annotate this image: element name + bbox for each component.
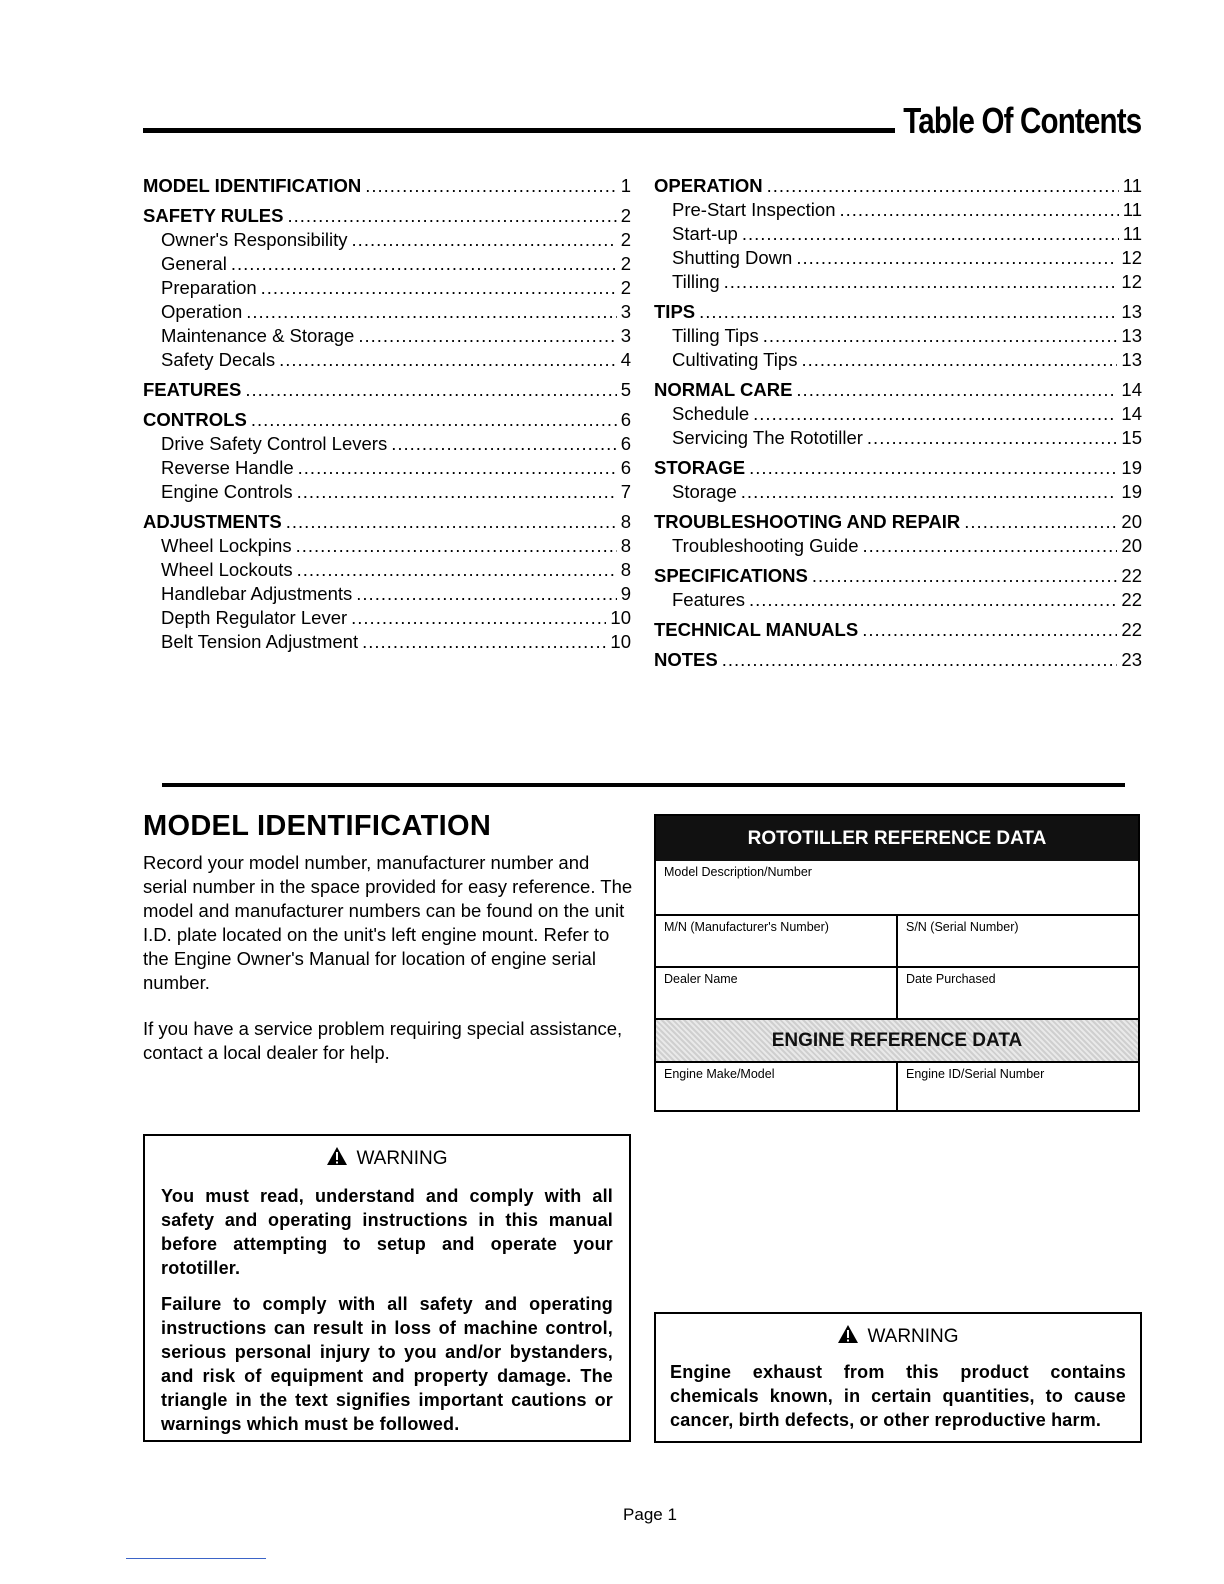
- toc-section: [143, 408, 631, 504]
- toc-subentry-label: Operation: [161, 301, 243, 322]
- warning-triangle-icon: [326, 1146, 348, 1172]
- toc-leader-dots: [812, 564, 1118, 588]
- toc-leader-dots: [391, 432, 617, 456]
- toc-entry[interactable]: [143, 510, 631, 534]
- toc-page-number: 6: [620, 409, 631, 430]
- toc-leader-dots: [753, 402, 1117, 426]
- toc-page-number: 4: [620, 349, 631, 370]
- toc-leader-dots: [867, 426, 1118, 450]
- toc-page-number: 15: [1121, 427, 1142, 448]
- toc-leader-dots: [358, 324, 616, 348]
- serial-number-field[interactable]: S/N (Serial Number): [896, 916, 1138, 966]
- manufacturer-number-field[interactable]: M/N (Manufacturer's Number): [664, 920, 829, 934]
- toc-page-number: 3: [620, 325, 631, 346]
- toc-entry-label: TIPS: [654, 301, 696, 322]
- toc-page-number: 11: [1122, 175, 1142, 196]
- toc-subentry-label: Handlebar Adjustments: [161, 583, 353, 604]
- toc-column-left: [143, 174, 631, 660]
- toc-subentry-label: Features: [672, 589, 746, 610]
- toc-entry[interactable]: [143, 204, 631, 228]
- toc-page-number: 2: [620, 253, 631, 274]
- toc-entry-label: NOTES: [654, 649, 718, 670]
- toc-page-number: 2: [620, 277, 631, 298]
- toc-subentry-label: Servicing The Rototiller: [672, 427, 863, 448]
- toc-page-number: 22: [1121, 619, 1142, 640]
- toc-leader-dots: [297, 558, 617, 582]
- toc-subentry[interactable]: [143, 324, 631, 348]
- toc-page-number: 3: [620, 301, 631, 322]
- toc-page-number: 14: [1121, 403, 1142, 424]
- toc-leader-dots: [296, 534, 617, 558]
- engine-reference-title: ENGINE REFERENCE DATA: [656, 1018, 1138, 1061]
- toc-leader-dots: [840, 198, 1119, 222]
- page-number: Page 1: [623, 1505, 677, 1524]
- section-divider: [162, 783, 1125, 787]
- toc-page-number: 23: [1121, 649, 1142, 670]
- toc-subentry-label: General: [161, 253, 227, 274]
- toc-page-number: 14: [1121, 379, 1142, 400]
- toc-page-number: 6: [620, 433, 631, 454]
- toc-subentry[interactable]: [143, 630, 631, 654]
- toc-page-number: 10: [610, 631, 631, 652]
- toc-subentry-label: Start-up: [672, 223, 738, 244]
- toc-page-number: 8: [620, 535, 631, 556]
- toc-subentry-label: Pre-Start Inspection: [672, 199, 836, 220]
- toc-leader-dots: [246, 300, 616, 324]
- model-description-field[interactable]: Model Description/Number: [664, 865, 812, 879]
- toc-leader-dots: [245, 378, 616, 402]
- toc-entry[interactable]: [143, 378, 631, 402]
- toc-subentry-label: Storage: [672, 481, 737, 502]
- toc-subentry-label: Preparation: [161, 277, 257, 298]
- dealer-name-field[interactable]: Dealer Name: [664, 972, 738, 986]
- toc-entry-label: TROUBLESHOOTING AND REPAIR: [654, 511, 961, 532]
- toc-leader-dots: [286, 510, 617, 534]
- toc-leader-dots: [356, 582, 616, 606]
- toc-subentry[interactable]: [143, 582, 631, 606]
- toc-entry-label: FEATURES: [143, 379, 242, 400]
- toc-leader-dots: [741, 480, 1118, 504]
- safety-warning-box: [143, 1134, 631, 1442]
- toc-section: [143, 204, 631, 372]
- toc-leader-dots: [722, 648, 1118, 672]
- toc-leader-dots: [297, 480, 617, 504]
- toc-leader-dots: [351, 606, 606, 630]
- toc-page-number: 13: [1121, 325, 1142, 346]
- toc-subentry-label: Drive Safety Control Levers: [161, 433, 388, 454]
- toc-page-number: 8: [620, 559, 631, 580]
- toc-page-number: 22: [1121, 589, 1142, 610]
- toc-page-number: 11: [1122, 199, 1142, 220]
- toc-subentry[interactable]: [143, 480, 631, 504]
- toc-page-number: 12: [1121, 247, 1142, 268]
- toc-page-number: 20: [1121, 535, 1142, 556]
- toc-subentry-label: Maintenance & Storage: [161, 325, 355, 346]
- toc-entry[interactable]: [654, 174, 1142, 198]
- toc-entry-label: SPECIFICATIONS: [654, 565, 808, 586]
- toc-subentry-label: Engine Controls: [161, 481, 293, 502]
- toc-page-number: 6: [620, 457, 631, 478]
- toc-leader-dots: [365, 174, 616, 198]
- toc-leader-dots: [763, 324, 1118, 348]
- engine-row: [656, 1061, 1138, 1111]
- toc-section: [654, 378, 1142, 450]
- toc-leader-dots: [724, 270, 1118, 294]
- warning-title: [670, 1324, 1126, 1350]
- warning-triangle-icon: [837, 1324, 859, 1350]
- page-title: Table Of Contents: [902, 100, 1141, 141]
- exhaust-warning-box: [654, 1312, 1142, 1443]
- toc-subentry[interactable]: [143, 432, 631, 456]
- toc-entry-label: STORAGE: [654, 457, 746, 478]
- toc-entry-label: SAFETY RULES: [143, 205, 284, 226]
- engine-make-field[interactable]: Engine Make/Model: [664, 1067, 775, 1081]
- toc-subentry-label: Safety Decals: [161, 349, 276, 370]
- toc-leader-dots: [796, 246, 1117, 270]
- toc-leader-dots: [261, 276, 617, 300]
- warning-text-failure: Failure to comply with all safety and operating instructions can result in loss of machine control, serious personal injury to you and/or bystanders, and risk of equipment and property damage. The triangle in the text signifies important cautions or warnings which must be followed.: [161, 1294, 613, 1434]
- toc-entry[interactable]: [143, 408, 631, 432]
- toc-page-number: 1: [620, 175, 631, 196]
- toc-leader-dots: [279, 348, 617, 372]
- toc-subentry-label: Belt Tension Adjustment: [161, 631, 359, 652]
- model-description-row: [656, 861, 1138, 914]
- toc-subentry[interactable]: [654, 246, 1142, 270]
- toc-page-number: 20: [1121, 511, 1142, 532]
- engine-id-field[interactable]: Engine ID/Serial Number: [896, 1063, 1138, 1111]
- toc-page-number: 7: [620, 481, 631, 502]
- toc-entry-label: TECHNICAL MANUALS: [654, 619, 859, 640]
- toc-subentry[interactable]: [654, 348, 1142, 372]
- toc-subentry[interactable]: [143, 228, 631, 252]
- toc-subentry[interactable]: [143, 558, 631, 582]
- toc-page-number: 13: [1121, 349, 1142, 370]
- toc-leader-dots: [749, 588, 1117, 612]
- toc-subentry[interactable]: [654, 402, 1142, 426]
- toc-entry[interactable]: [654, 618, 1142, 642]
- toc-entry-label: NORMAL CARE: [654, 379, 793, 400]
- toc-entry[interactable]: [143, 174, 631, 198]
- toc-entry-label: OPERATION: [654, 175, 763, 196]
- toc-subentry-label: Wheel Lockpins: [161, 535, 292, 556]
- toc-page-number: 5: [620, 379, 631, 400]
- toc-subentry[interactable]: [143, 534, 631, 558]
- toc-subentry-label: Tilling: [672, 271, 720, 292]
- toc-subentry[interactable]: [654, 222, 1142, 246]
- toc-section: [143, 174, 631, 198]
- toc-page-number: 12: [1121, 271, 1142, 292]
- toc-entry[interactable]: [654, 510, 1142, 534]
- toc-leader-dots: [863, 534, 1118, 558]
- toc-page-number: 13: [1121, 301, 1142, 322]
- warning-title: [161, 1146, 613, 1172]
- toc-subentry-label: Troubleshooting Guide: [672, 535, 859, 556]
- toc-entry[interactable]: [654, 564, 1142, 588]
- toc-leader-dots: [796, 378, 1117, 402]
- toc-subentry[interactable]: [654, 588, 1142, 612]
- toc-entry-label: ADJUSTMENTS: [143, 511, 282, 532]
- toc-page-number: 2: [620, 205, 631, 226]
- toc-leader-dots: [362, 630, 606, 654]
- toc-entry[interactable]: [654, 456, 1142, 480]
- toc-section: [654, 456, 1142, 504]
- toc-entry-label: MODEL IDENTIFICATION: [143, 175, 362, 196]
- toc-leader-dots: [767, 174, 1119, 198]
- toc-subentry-label: Shutting Down: [672, 247, 793, 268]
- toc-subentry-label: Cultivating Tips: [672, 349, 798, 370]
- toc-section: [654, 300, 1142, 372]
- toc-column-right: [654, 174, 1142, 678]
- toc-section: [654, 174, 1142, 294]
- header-rule: [143, 128, 895, 133]
- toc-section: [654, 648, 1142, 672]
- model-identification-heading: MODEL IDENTIFICATION: [143, 810, 492, 842]
- toc-entry[interactable]: [654, 648, 1142, 672]
- toc-subentry-label: Depth Regulator Lever: [161, 607, 348, 628]
- toc-subentry[interactable]: [654, 324, 1142, 348]
- toc-page-number: 19: [1121, 457, 1142, 478]
- toc-subentry[interactable]: [143, 606, 631, 630]
- toc-page-number: 11: [1122, 223, 1142, 244]
- toc-leader-dots: [862, 618, 1117, 642]
- toc-page-number: 8: [620, 511, 631, 532]
- toc-page-number: 22: [1121, 565, 1142, 586]
- link-underline: [126, 1558, 266, 1559]
- toc-entry[interactable]: [654, 300, 1142, 324]
- warning-label: WARNING: [867, 1326, 959, 1347]
- toc-leader-dots: [251, 408, 617, 432]
- toc-subentry[interactable]: [654, 534, 1142, 558]
- toc-leader-dots: [287, 204, 616, 228]
- toc-subentry-label: Reverse Handle: [161, 457, 294, 478]
- warning-text-read: You must read, understand and comply with all safety and operating instructions in this manual before attempting to setup and operate your rototiller.: [161, 1186, 613, 1278]
- toc-page-number: 19: [1121, 481, 1142, 502]
- toc-section: [654, 510, 1142, 558]
- toc-subentry[interactable]: [654, 198, 1142, 222]
- dealer-date-row: [656, 966, 1138, 1018]
- toc-leader-dots: [742, 222, 1119, 246]
- toc-subentry[interactable]: [654, 426, 1142, 450]
- toc-section: [654, 564, 1142, 612]
- toc-subentry[interactable]: [143, 456, 631, 480]
- reference-data-box: [654, 814, 1140, 1112]
- dealer-help-paragraph: If you have a service problem requiring special assistance, contact a local dealer for help.: [143, 1018, 623, 1063]
- date-purchased-field[interactable]: Date Purchased: [896, 968, 1138, 1018]
- toc-entry-label: CONTROLS: [143, 409, 247, 430]
- toc-section: [143, 510, 631, 654]
- toc-section: [143, 378, 631, 402]
- toc-subentry[interactable]: [143, 252, 631, 276]
- toc-subentry[interactable]: [143, 300, 631, 324]
- rototiller-reference-title: ROTOTILLER REFERENCE DATA: [656, 816, 1138, 861]
- toc-leader-dots: [298, 456, 617, 480]
- mn-sn-row: [656, 914, 1138, 966]
- toc-leader-dots: [801, 348, 1117, 372]
- toc-subentry-label: Tilling Tips: [672, 325, 759, 346]
- toc-section: [654, 618, 1142, 642]
- model-identification-paragraph: Record your model number, manufacturer number and serial number in the space provided for easy reference. The model and manufacturer numbers can be found on the unit I.D. plate located on the unit's left engine mount. Refer to the Engine Owner's Manual for location of engine serial number.: [143, 852, 633, 993]
- toc-subentry[interactable]: [143, 348, 631, 372]
- toc-page-number: 9: [620, 583, 631, 604]
- toc-subentry[interactable]: [654, 480, 1142, 504]
- toc-subentry[interactable]: [654, 270, 1142, 294]
- toc-header: [143, 100, 1141, 148]
- toc-page-number: 10: [610, 607, 631, 628]
- toc-leader-dots: [231, 252, 617, 276]
- toc-subentry-label: Wheel Lockouts: [161, 559, 293, 580]
- toc-leader-dots: [964, 510, 1117, 534]
- warning-text-exhaust: Engine exhaust from this product contains chemicals known, in certain quantities, to cause cancer, birth defects, or other reproductive harm.: [670, 1362, 1126, 1430]
- toc-leader-dots: [352, 228, 617, 252]
- warning-label: WARNING: [356, 1148, 448, 1169]
- toc-leader-dots: [749, 456, 1117, 480]
- toc-subentry[interactable]: [143, 276, 631, 300]
- toc-leader-dots: [699, 300, 1117, 324]
- toc-subentry-label: Schedule: [672, 403, 750, 424]
- toc-subentry-label: Owner's Responsibility: [161, 229, 348, 250]
- toc-entry[interactable]: [654, 378, 1142, 402]
- toc-page-number: 2: [620, 229, 631, 250]
